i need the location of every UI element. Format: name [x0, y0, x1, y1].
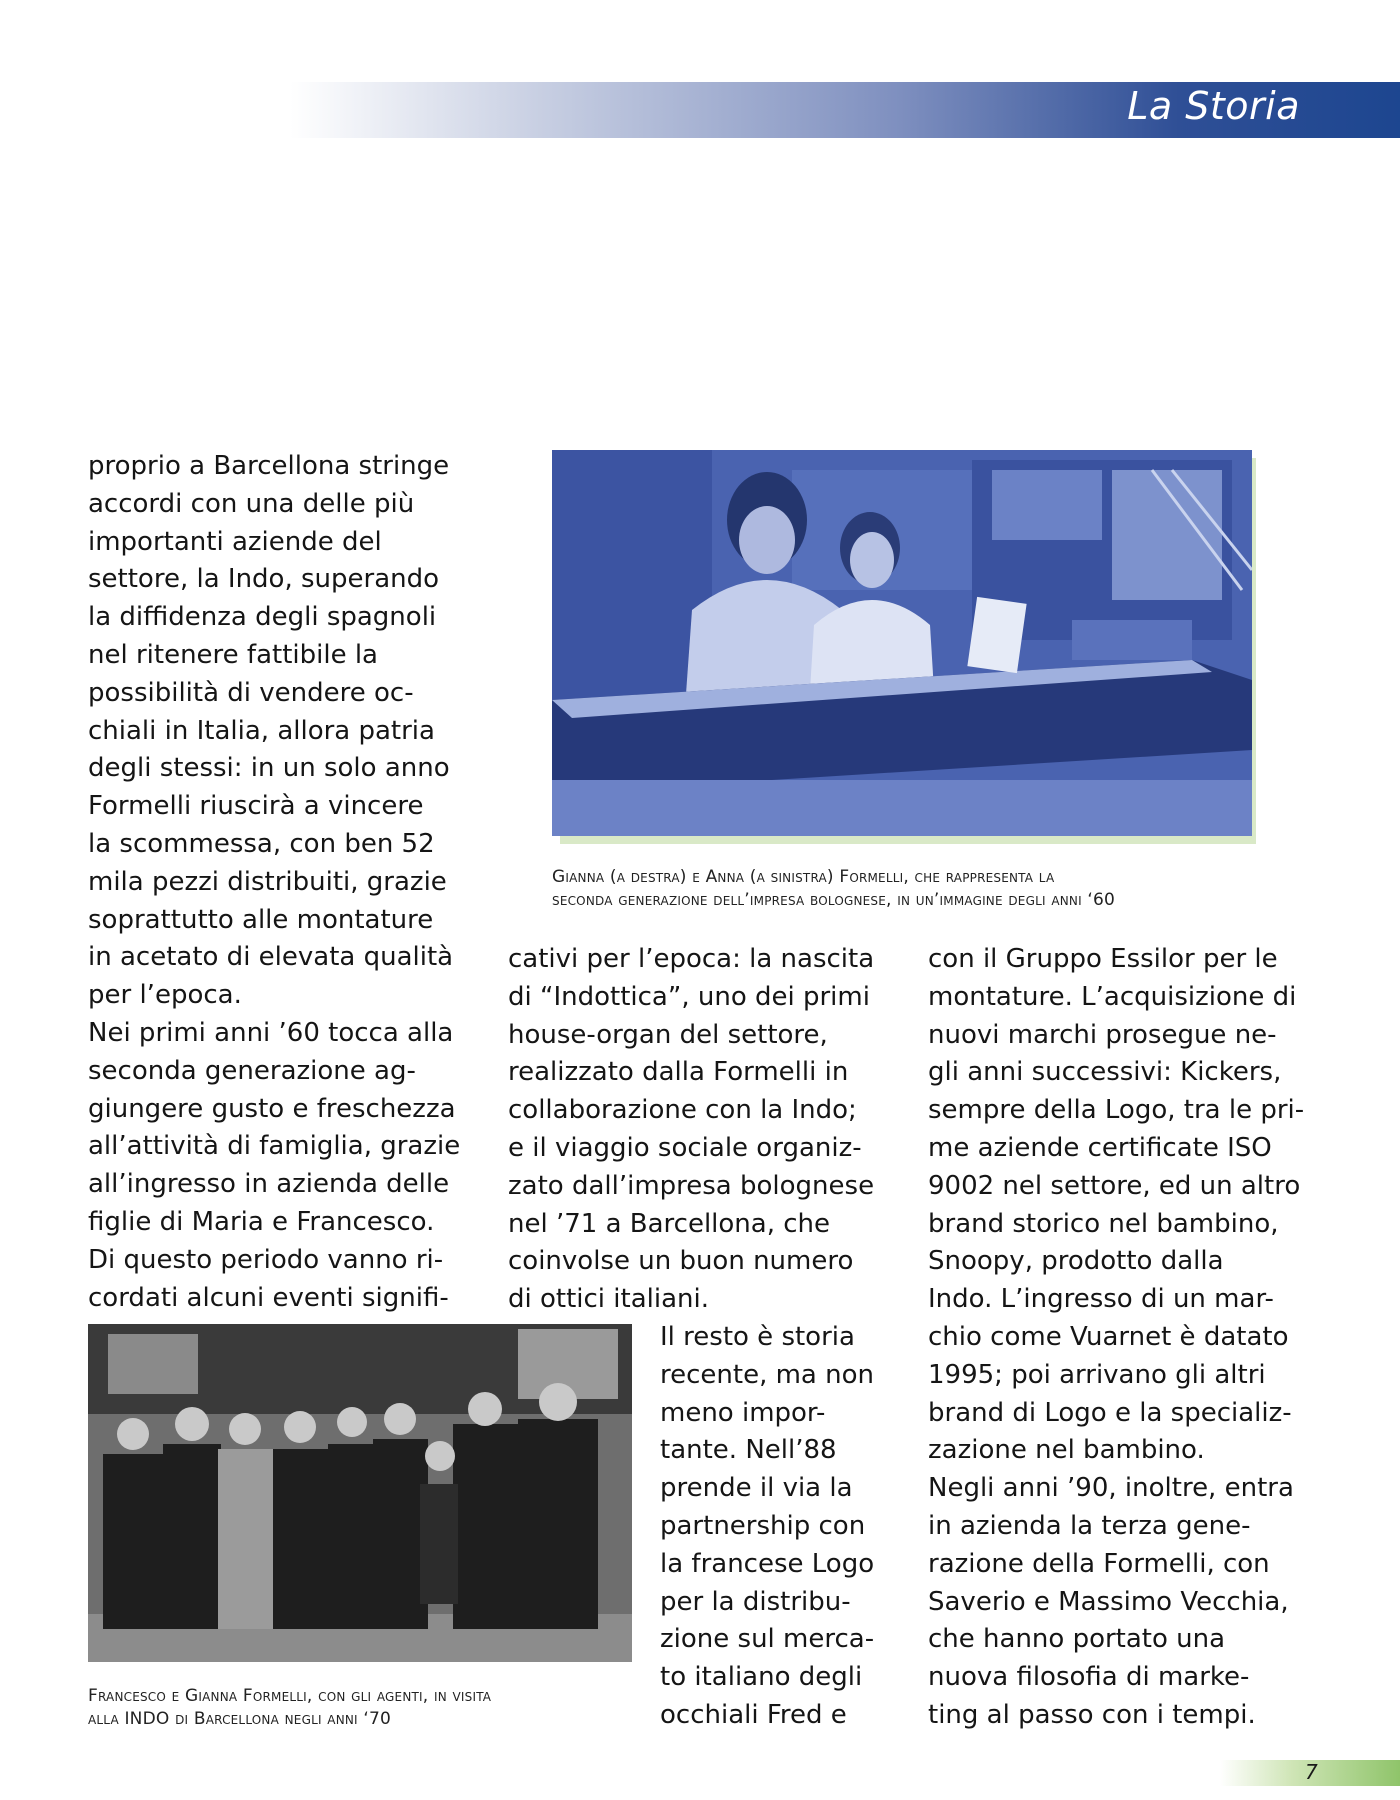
- article-column-1: proprio a Barcellona stringe accordi con una delle più importanti aziende del settore, la Indo, superando la diffidenza degli spagnoli nel ritenere fattibile la possibilità di vendere oc- chiali in Italia, allora patria degli stessi: in un solo anno Formelli riuscirà a vincere la scommessa, con ben 52 mila pezzi distribuiti, grazie soprattutto alle montature in acetato di elevata qualità per l’epoca. Nei primi anni ’60 tocca alla seconda generazione ag- giungere gusto e freschezza all’attività di famiglia, grazie all’ingresso in azienda delle figlie di Maria e Francesco. Di questo periodo vanno ri- cordati alcuni eventi signifi-: [88, 451, 461, 1313]
- caption-bottom-photo: Francesco e Gianna Formelli, con gli agenti, in visita alla INDO di Barcellona negli anni ‘70: [88, 1686, 492, 1729]
- photo-group-agents: [88, 1324, 632, 1662]
- page-number: 7: [1305, 1760, 1318, 1784]
- article-column-2: cativi per l’epoca: la nascita di “Indottica”, uno dei primi house-organ del settore, realizzato dalla Formelli in collaborazione con la Indo; e il viaggio sociale organiz- zato dall’impresa bolognese nel ’71 a Barcellona, che coinvolse un buon numero di ottici italiani.: [508, 944, 875, 1315]
- article-column-2-continued: Il resto è storia recente, ma non meno impor- tante. Nell’88 prende il via la partnership con la francese Logo per la distribu- zione sul merca- to italiano degli occhiali Fred e: [660, 1322, 875, 1730]
- article-column-3: con il Gruppo Essilor per le montature. L’acquisizione di nuovi marchi prosegue ne- gli anni successivi: Kickers, sempre della Logo, tra le pri- me aziende certificate ISO 9002 nel settore, ed un altro brand storico nel bambino, Snoopy, prodotto dalla Indo. L’ingresso di un mar- chio come Vuarnet è datato 1995; poi arrivano gli altri brand di Logo e la specializ- zazione nel bambino. Negli anni ’90, inoltre, entra in azienda la terza gene- razione della Formelli, con Saverio e Massimo Vecchia, che hanno portato una nuova filosofia di marke- ting al passo con i tempi.: [928, 944, 1305, 1730]
- photo-gianna-anna: [552, 450, 1252, 836]
- caption-top-photo: Gianna (a destra) e Anna (a sinistra) Formelli, che rappresenta la seconda generazione dell’impresa bolognese, in un’immagine degli anni ‘60: [552, 867, 1116, 910]
- section-title: La Storia: [1127, 84, 1300, 128]
